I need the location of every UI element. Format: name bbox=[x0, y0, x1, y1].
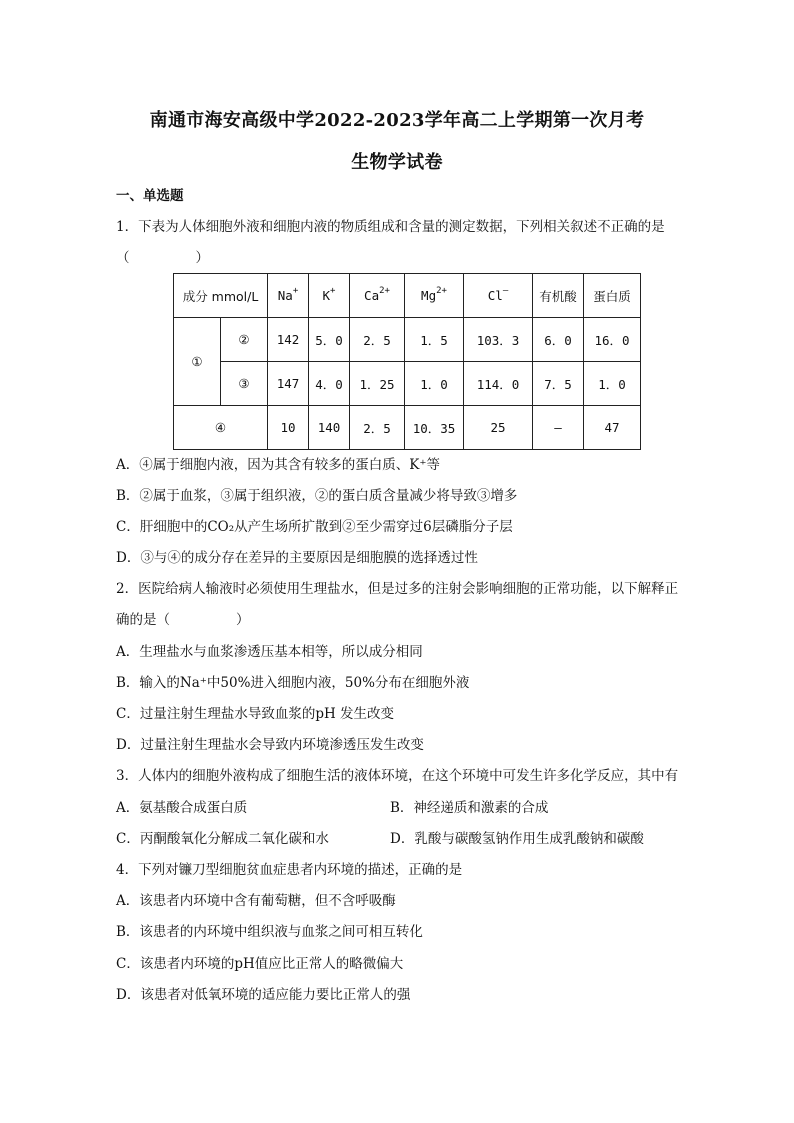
table-cell: 103．3 bbox=[464, 318, 533, 362]
q2-stem-line2: 确的是（ bbox=[116, 612, 170, 628]
table-row bbox=[174, 362, 641, 406]
q1-stem: 1．下表为人体细胞外液和细胞内液的物质组成和含量的测定数据，下列相关叙述不正确的是 bbox=[116, 219, 665, 235]
table-cell: 140 bbox=[309, 406, 350, 450]
q2-stem-continued bbox=[116, 611, 250, 629]
header-cell: Cl— bbox=[464, 274, 533, 318]
table-cell: 4．0 bbox=[309, 362, 350, 406]
q2-paren-close: ） bbox=[236, 612, 250, 628]
header-cell: K+ bbox=[309, 274, 350, 318]
q4-option-d: D．该患者对低氧环境的适应能力要比正常人的强 bbox=[116, 987, 411, 1003]
q3-option-c: C．丙酮酸氧化分解成二氧化碳和水 bbox=[116, 831, 329, 847]
q1-answer-blank bbox=[116, 249, 209, 267]
table-cell: 142 bbox=[268, 318, 309, 362]
q3-stem: 3．人体内的细胞外液构成了细胞生活的液体环境，在这个环境中可发生许多化学反应，其中有 bbox=[116, 768, 679, 784]
table-cell: 1．5 bbox=[405, 318, 464, 362]
table-cell: 2．5 bbox=[350, 406, 405, 450]
header-cell: $Mg^{2+}$ bbox=[405, 274, 464, 318]
q4-option-b: B．该患者的内环境中组织液与血浆之间可相互转化 bbox=[116, 924, 423, 940]
q2-option-b: B．输入的Na⁺中50%进入细胞内液，50%分布在细胞外液 bbox=[116, 675, 470, 691]
q1-option-a: A．④属于细胞内液，因为其含有较多的蛋白质、K⁺等 bbox=[116, 457, 440, 473]
table-cell: 114．0 bbox=[464, 362, 533, 406]
q2-option-a: A．生理盐水与血浆渗透压基本相等，所以成分相同 bbox=[116, 644, 423, 660]
table-cell: 10 bbox=[268, 406, 309, 450]
table-cell: 10．35 bbox=[405, 406, 464, 450]
q1-paren-open: （ bbox=[116, 250, 130, 266]
q3-option-d: D．乳酸与碳酸氢钠作用生成乳酸钠和碳酸 bbox=[390, 831, 644, 847]
header-cell: 成分 mmol/L bbox=[174, 274, 268, 318]
table-cell: 1．25 bbox=[350, 362, 405, 406]
q1-data-table bbox=[173, 273, 641, 450]
table-cell: 16．0 bbox=[584, 318, 641, 362]
table-cell: 1．0 bbox=[584, 362, 641, 406]
table-header-row bbox=[174, 274, 641, 318]
header-cell: 蛋白质 bbox=[584, 274, 641, 318]
q2-stem: 2．医院给病人输液时必须使用生理盐水，但是过多的注射会影响细胞的正常功能，以下解释正 bbox=[116, 581, 679, 597]
q3-option-a: A．氨基酸合成蛋白质 bbox=[116, 800, 248, 816]
table-cell: 47 bbox=[584, 406, 641, 450]
table-cell: 7．5 bbox=[533, 362, 584, 406]
q1-option-b: B．②属于血浆，③属于组织液，②的蛋白质含量减少将导致③增多 bbox=[116, 488, 518, 504]
table-cell: 2．5 bbox=[350, 318, 405, 362]
row-label-cell: ② bbox=[221, 318, 268, 362]
q2-option-c: C．过量注射生理盐水导致血浆的pH 发生改变 bbox=[116, 706, 395, 722]
q4-option-a: A．该患者内环境中含有葡萄糖，但不含呼吸酶 bbox=[116, 893, 396, 909]
section-heading: 一、单选题 bbox=[116, 188, 184, 204]
q3-options-row-2 bbox=[116, 830, 696, 848]
header-cell: Na+ bbox=[268, 274, 309, 318]
exam-title: 南通市海安高级中学2022-2023学年高二上学期第一次月考 bbox=[149, 110, 645, 131]
row-label-cell: ③ bbox=[221, 362, 268, 406]
exam-subtitle: 生物学试卷 bbox=[351, 152, 443, 173]
row-label-cell: ④ bbox=[174, 406, 268, 450]
table-cell: 5．0 bbox=[309, 318, 350, 362]
q1-option-d: D．③与④的成分存在差异的主要原因是细胞膜的选择透过性 bbox=[116, 550, 478, 566]
table-row bbox=[174, 406, 641, 450]
q1-option-c: C．肝细胞中的CO₂从产生场所扩散到②至少需穿过6层磷脂分子层 bbox=[116, 519, 513, 535]
q3-option-b: B．神经递质和激素的合成 bbox=[390, 800, 549, 816]
table-cell: 1．0 bbox=[405, 362, 464, 406]
header-cell: $Ca^{2+}$ bbox=[350, 274, 405, 318]
table-row bbox=[174, 318, 641, 362]
table-cell: 25 bbox=[464, 406, 533, 450]
group-label-cell: ① bbox=[174, 318, 221, 406]
table-cell: 147 bbox=[268, 362, 309, 406]
q4-option-c: C．该患者内环境的pH值应比正常人的略微偏大 bbox=[116, 956, 404, 972]
header-cell: 有机酸 bbox=[533, 274, 584, 318]
table-cell: — bbox=[533, 406, 584, 450]
q4-stem: 4．下列对镰刀型细胞贫血症患者内环境的描述，正确的是 bbox=[116, 862, 463, 878]
table-cell: 6．0 bbox=[533, 318, 584, 362]
q3-options-row-1 bbox=[116, 799, 696, 817]
q1-paren-close: ） bbox=[195, 250, 209, 266]
q2-option-d: D．过量注射生理盐水会导致内环境渗透压发生改变 bbox=[116, 737, 424, 753]
